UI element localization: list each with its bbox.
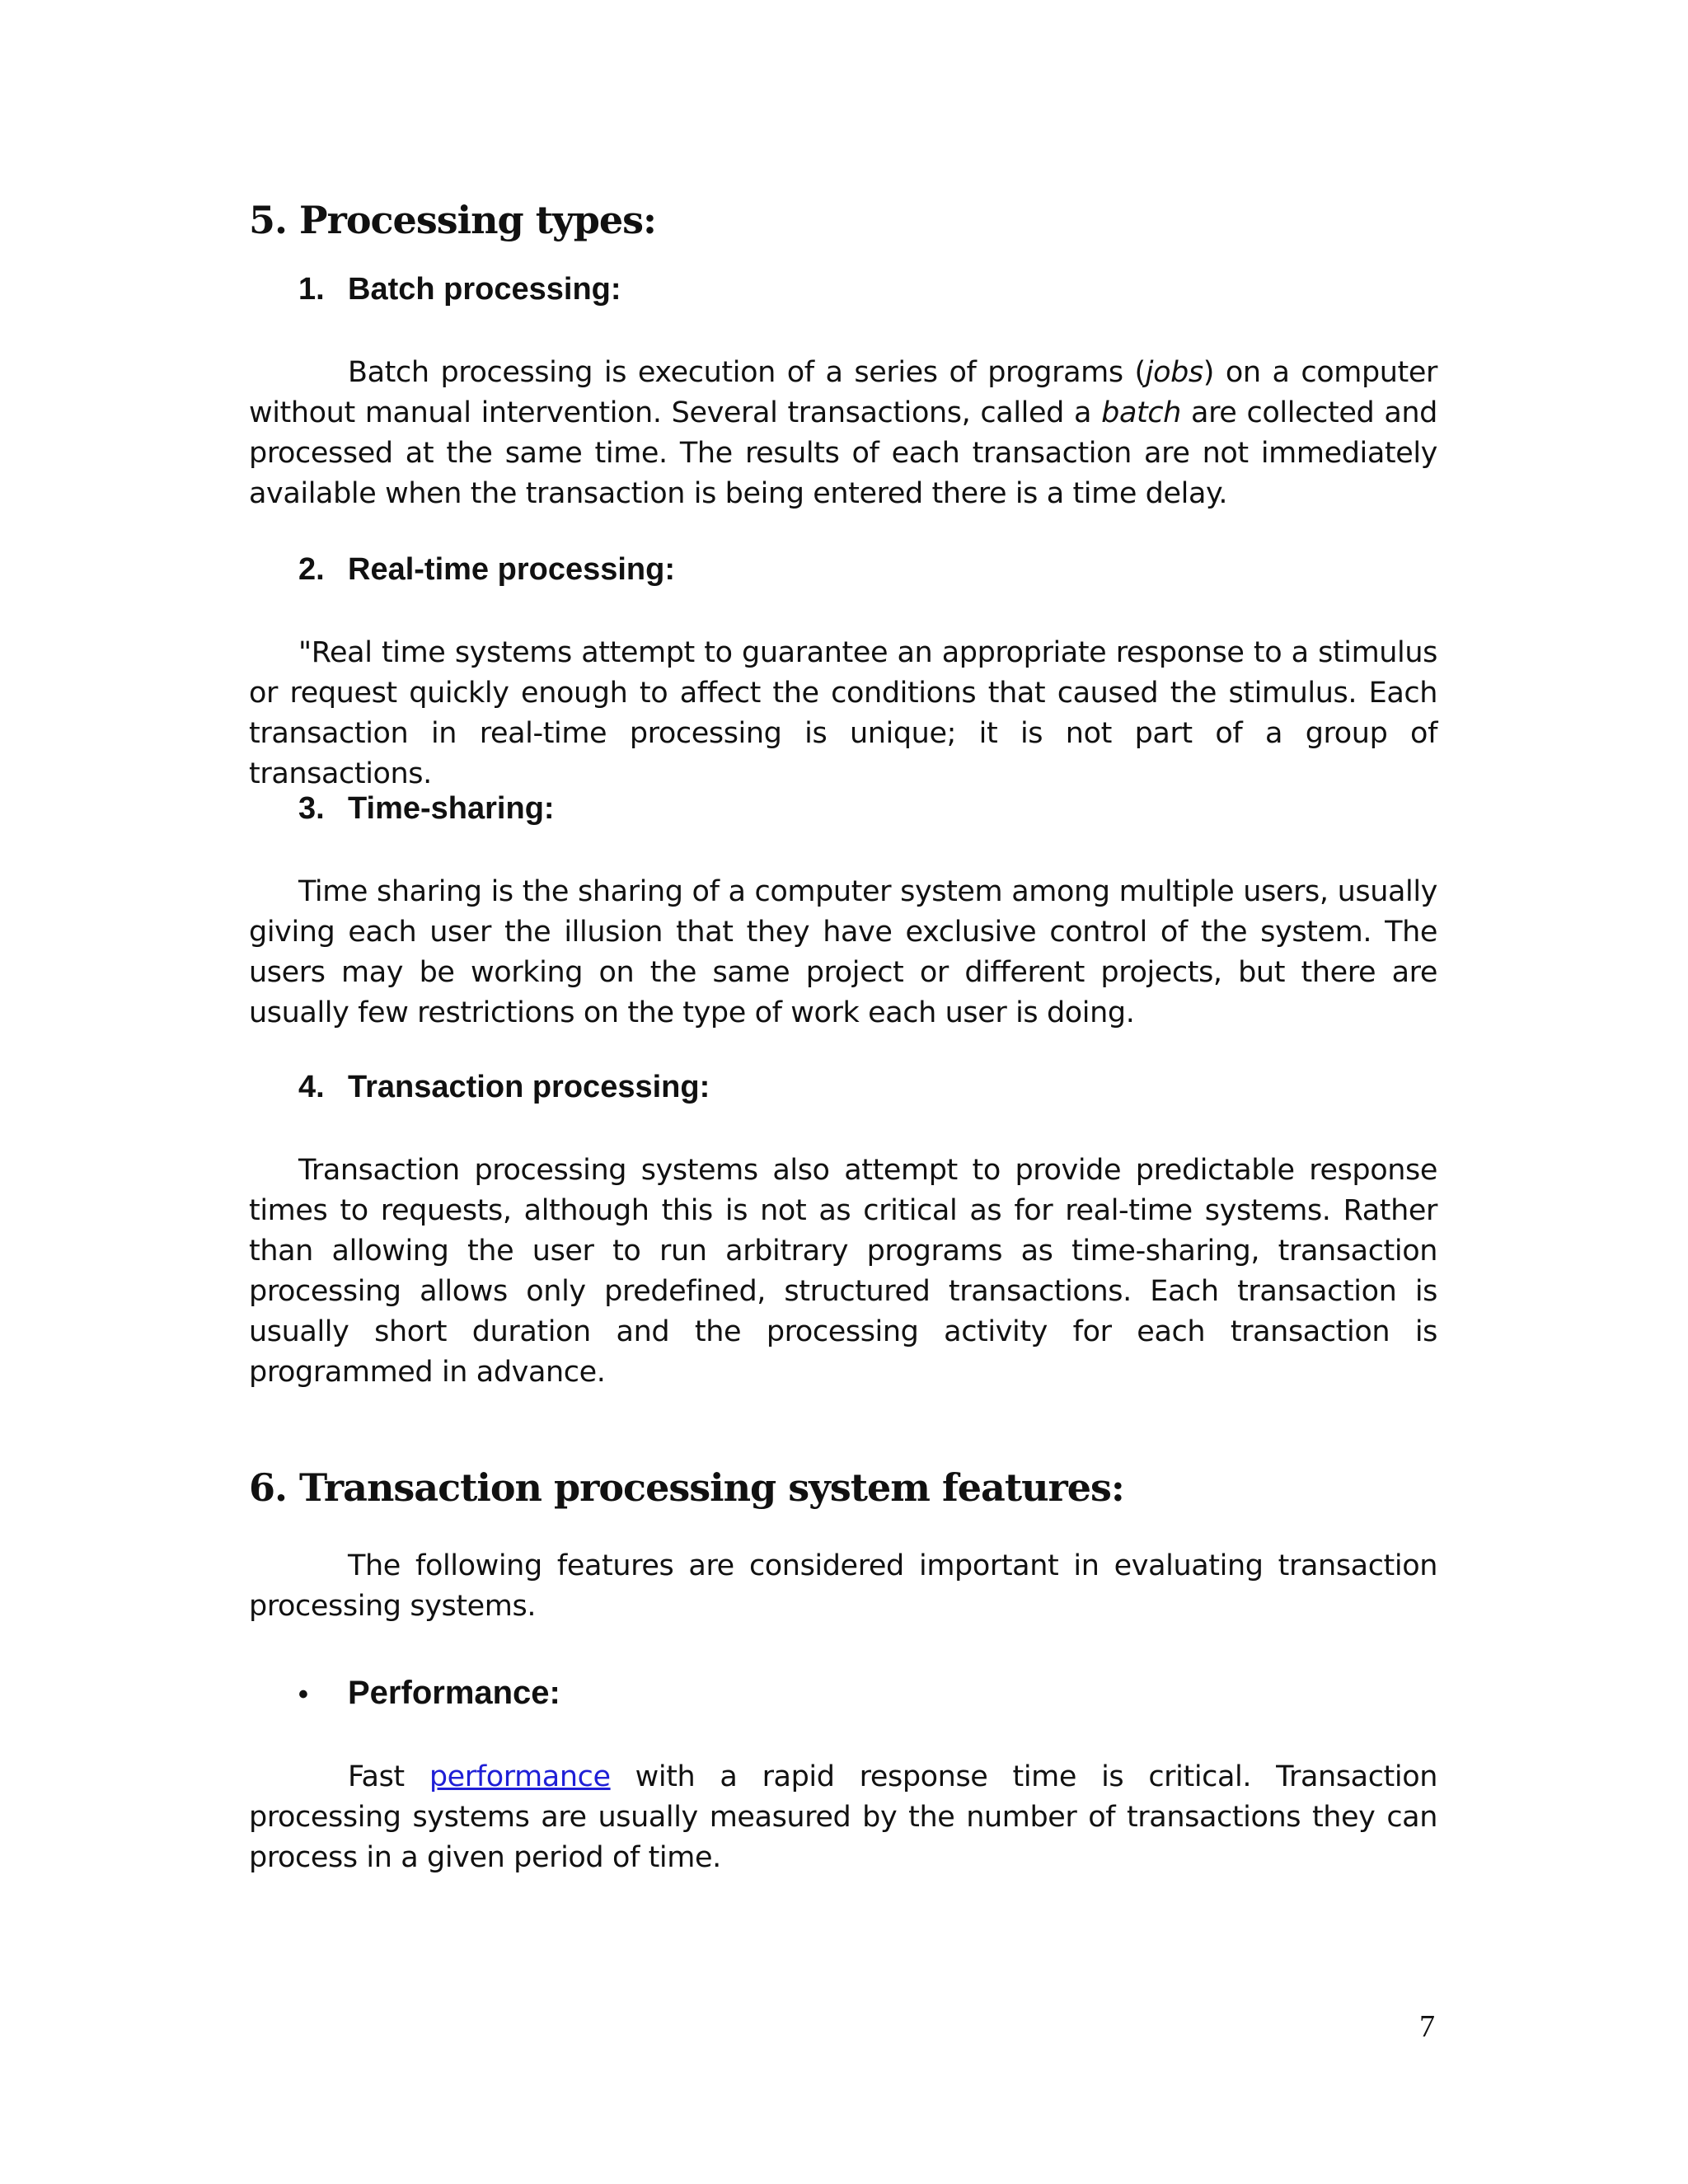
subheading-title: Real-time processing: [348,552,675,587]
section-heading-tps-features: 6. Transaction processing system features: [249,1465,1124,1510]
subheading-title: Time-sharing: [348,791,555,826]
list-number: 4. [298,1070,325,1104]
page-number: 7 [1419,2009,1435,2044]
list-number: 1. [298,272,325,307]
paragraph-text: with a rapid response time is critical. Transaction processing systems are usually measured by the number of transactions they can process in a given period of time. [249,1760,1437,1874]
paragraph-text: are collected and processed at the same time. The results of each transaction are not immediately available when the transaction is being entered there is a time delay. [249,396,1437,510]
paragraph-transaction-processing: Transaction processing systems also attempt to provide predictable response times to requests, although this is not as critical as for real-time systems. Rather than allowing the user to run arbitrary programs as time-sharing, transaction processing allows only predefined, structured transactions. Each transaction is usually short duration and the processing activity for each transaction is programmed in advance. [249,1154,1437,1389]
paragraph-features-intro: The following features are considered important in evaluating transaction processing systems. [249,1549,1437,1623]
subheading-title: Transaction processing: [348,1070,710,1104]
subheading-real-time-processing [298,554,675,585]
subheading-time-sharing [298,793,555,824]
list-number: 3. [298,791,325,826]
paragraph-time-sharing: Time sharing is the sharing of a computer system among multiple users, usually giving each user the illusion that they have exclusive control of the system. The users may be working on the same project or different projects, but there are usually few restrictions on the type of work each user is doing. [249,875,1437,1029]
subheading-title: Performance: [348,1675,560,1711]
subheading-performance [298,1676,560,1709]
list-number: 2. [298,552,325,587]
paragraph-text: Batch processing is execution of a series of programs ( [348,356,1146,389]
bullet-icon: • [298,1679,308,1710]
paragraph-performance [249,1757,1437,1878]
emphasis-batch: batch [1101,396,1181,429]
section-heading-processing-types: 5. Processing types: [249,198,656,242]
paragraph-text: Fast [348,1760,429,1793]
emphasis-jobs: jobs [1145,356,1203,389]
paragraph-real-time-processing: "Real time systems attempt to guarantee an appropriate response to a stimulus or request quickly enough to affect the conditions that caused the stimulus. Each transaction in real-time processing is unique; it is not part of a group of transactions. [249,636,1437,790]
paragraph-batch-processing [249,353,1437,514]
subheading-title: Batch processing: [348,272,621,307]
subheading-transaction-processing [298,1071,710,1103]
paragraph-text: ) on a computer without manual intervention. Several transactions, called a [249,356,1438,429]
performance-link[interactable]: performance [429,1760,611,1793]
subheading-batch-processing [298,274,621,305]
